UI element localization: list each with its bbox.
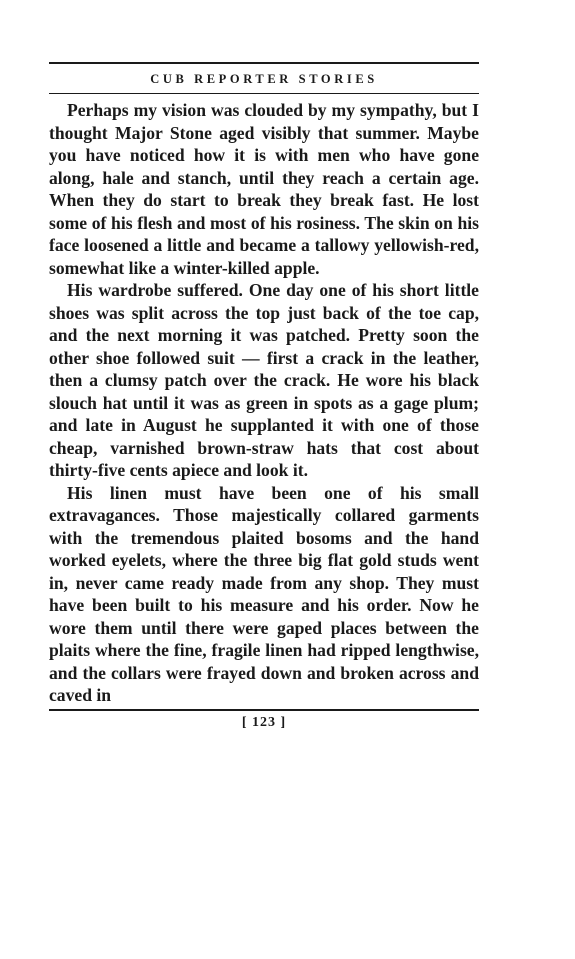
header-rule: [49, 93, 479, 94]
page-number: [ 123 ]: [241, 714, 287, 730]
paragraph: His linen must have been one of his small extravagances. Those majestically collared garments with the tremendous plaited bosoms and the hand worked eyelets, where the three big flat gold studs went in, never came ready made from any shop. They must have been built to his measure and his order. Now he wore them until there were gaped places between the plaits where the fine, fragile linen had ripped lengthwise, and the collars were frayed down and broken across and caved in: [49, 482, 479, 705]
running-head: CUB REPORTER STORIES: [150, 72, 378, 86]
paragraph: His wardrobe suffered. One day one of his short little shoes was split across the top just back of the toe cap, and the next morning it was patched. Pretty soon the other shoe followed suit — first a crack in the leather, then a clumsy patch over the crack. He wore his black slouch hat until it was as green in spots as a gage plum; and late in August he supplanted it with one of those cheap, varnished brown-straw hats that cost about thirty-five cents apiece and look it.: [49, 280, 479, 480]
book-page: [49, 62, 479, 731]
top-rule: [49, 62, 479, 64]
bottom-rule: [49, 709, 479, 711]
body-text: [49, 99, 479, 707]
paragraph: Perhaps my vision was clouded by my sympathy, but I thought Major Stone aged visibly that summer. Maybe you have noticed how it is with men who have gone along, hale and stanch, until they reach a certain age. When they do start to break they break fast. He lost some of his flesh and most of his rosiness. The skin on his face loosened a little and became a tallowy yellowish-red, somewhat like a winter-killed apple.: [49, 100, 479, 278]
